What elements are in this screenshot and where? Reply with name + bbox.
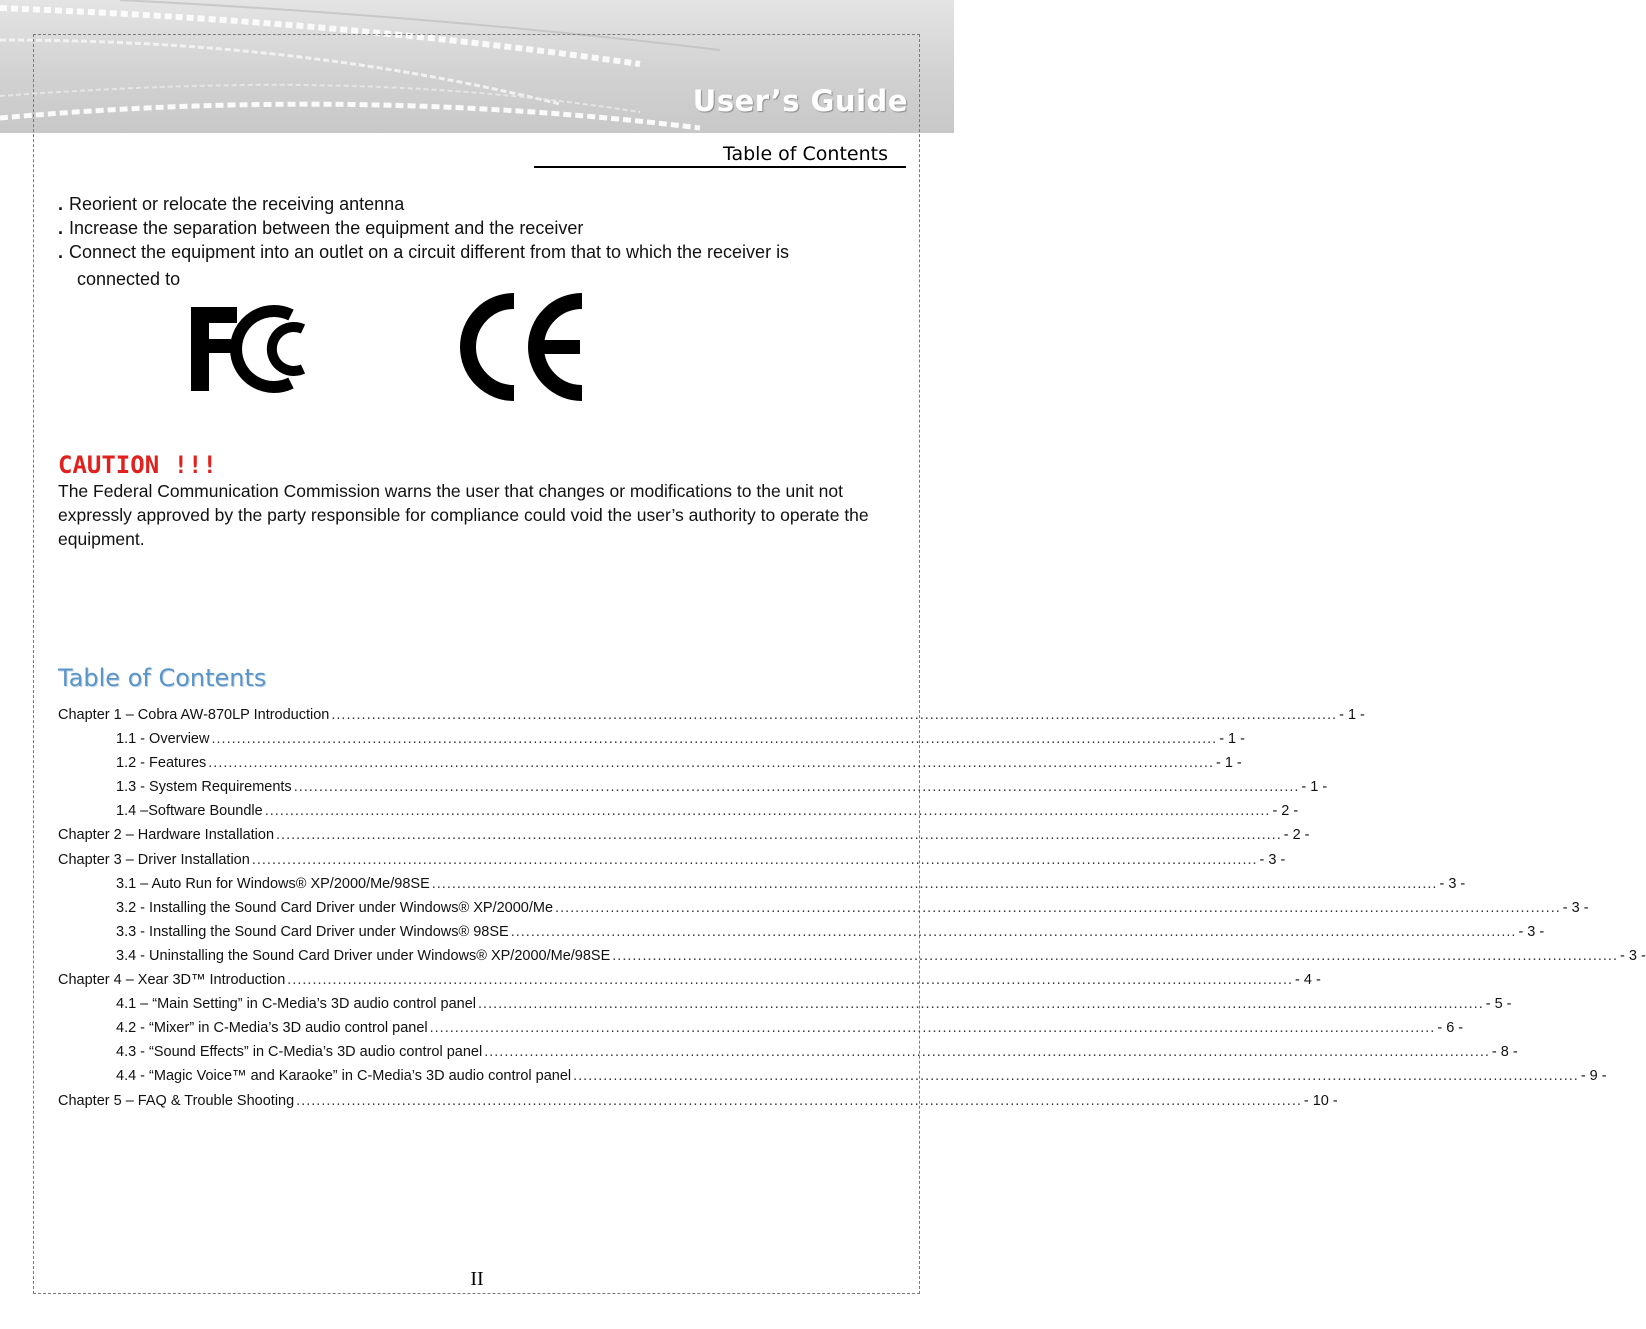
toc-entry-page: - 1 - bbox=[1215, 755, 1242, 772]
toc-leader-dots: ........................................................................................................................................................................................................ bbox=[287, 972, 1294, 989]
toc-entry-title: 3.2 - Installing the Sound Card Driver under Windows® XP/2000/Me bbox=[116, 899, 554, 916]
toc-entry-title: 4.3 - “Sound Effects” in C-Media’s 3D audio control panel bbox=[116, 1044, 483, 1061]
toc-entry[interactable] bbox=[58, 1020, 1464, 1044]
toc-entry-page: - 3 - bbox=[1259, 851, 1286, 868]
toc-entry-title: Chapter 3 – Driver Installation bbox=[58, 851, 250, 868]
toc-entry-title: 4.2 - “Mixer” in C-Media’s 3D audio control panel bbox=[116, 1020, 428, 1037]
toc-entry-page: - 3 - bbox=[1518, 923, 1545, 940]
toc-entry[interactable] bbox=[58, 707, 1365, 731]
toc-leader-dots: ........................................................................................................................................................................................................ bbox=[555, 899, 1561, 916]
toc-entry-page: - 1 - bbox=[1219, 731, 1245, 748]
toc-entry[interactable] bbox=[58, 755, 1242, 779]
banner-title: User’s Guide bbox=[692, 84, 908, 118]
toc-leader-dots: ........................................................................................................................................................................................................ bbox=[510, 923, 1517, 940]
toc-entry-title: Chapter 2 – Hardware Installation bbox=[58, 827, 275, 844]
interference-measures-list bbox=[58, 192, 898, 291]
page-number: II bbox=[470, 1268, 484, 1290]
toc-entry-page: - 1 - bbox=[1301, 779, 1328, 796]
toc-entry-page: - 8 - bbox=[1491, 1044, 1518, 1061]
toc-entry-title: 4.4 - “Magic Voice™ and Karaoke” in C-Media’s 3D audio control panel bbox=[116, 1068, 572, 1085]
toc-entry[interactable] bbox=[58, 972, 1321, 996]
bullet-marker: . bbox=[58, 218, 64, 238]
toc-entry-page: - 1 - bbox=[1339, 707, 1365, 723]
caution-heading: CAUTION !!! bbox=[58, 451, 217, 479]
list-item-continuation: connected to bbox=[77, 269, 181, 289]
toc-entry[interactable] bbox=[58, 1068, 1607, 1092]
toc-entry-title: 3.1 – Auto Run for Windows® XP/2000/Me/98SE bbox=[116, 875, 430, 892]
toc-leader-dots: ........................................................................................................................................................................................................ bbox=[211, 731, 1218, 748]
toc-entry[interactable] bbox=[58, 875, 1466, 900]
toc-leader-dots: ........................................................................................................................................................................................................ bbox=[251, 851, 1258, 868]
toc-entry-title: 3.3 - Installing the Sound Card Driver under Windows® 98SE bbox=[116, 923, 509, 940]
toc-leader-dots: ........................................................................................................................................................................................................ bbox=[331, 707, 1338, 723]
toc-leader-dots: ........................................................................................................................................................................................................ bbox=[612, 947, 1618, 964]
list-item-text: Increase the separation between the equipment and the receiver bbox=[69, 218, 584, 238]
table-of-contents bbox=[58, 707, 1646, 1117]
toc-entry-title: 3.4 - Uninstalling the Sound Card Driver under Windows® XP/2000/Me/98SE bbox=[116, 947, 611, 964]
toc-entry-page: - 2 - bbox=[1272, 803, 1299, 820]
toc-entry[interactable] bbox=[58, 996, 1512, 1020]
toc-entry-page: - 10 - bbox=[1303, 1092, 1338, 1109]
list-item bbox=[58, 192, 898, 216]
toc-leader-dots: ........................................................................................................................................................................................................ bbox=[429, 1020, 1436, 1037]
toc-leader-dots: ........................................................................................................................................................................................................ bbox=[276, 827, 1282, 844]
toc-leader-dots: ........................................................................................................................................................................................................ bbox=[573, 1068, 1579, 1085]
bullet-marker: . bbox=[58, 242, 64, 262]
toc-entry-title: 1.3 - System Requirements bbox=[116, 779, 292, 796]
toc-entry[interactable] bbox=[58, 827, 1310, 851]
toc-entry[interactable] bbox=[58, 899, 1589, 924]
toc-leader-dots: ........................................................................................................................................................................................................ bbox=[478, 996, 1484, 1013]
toc-leader-dots: ........................................................................................................................................................................................................ bbox=[484, 1044, 1490, 1061]
toc-entry-title: 1.1 - Overview bbox=[116, 731, 210, 748]
toc-entry-title: Chapter 5 – FAQ & Trouble Shooting bbox=[58, 1092, 295, 1109]
section-header-title: Table of Contents bbox=[534, 143, 906, 168]
toc-entry[interactable] bbox=[58, 923, 1545, 948]
toc-entry[interactable] bbox=[58, 779, 1328, 803]
toc-entry[interactable] bbox=[58, 803, 1299, 827]
list-item-text: Connect the equipment into an outlet on a circuit different from that to which the receiver is bbox=[69, 242, 790, 262]
ce-logo bbox=[454, 291, 588, 403]
list-item bbox=[58, 216, 898, 240]
toc-entry[interactable] bbox=[58, 731, 1245, 755]
toc-entry[interactable] bbox=[58, 1044, 1518, 1068]
toc-entry-title: 1.2 - Features bbox=[116, 755, 207, 772]
list-item bbox=[58, 240, 898, 291]
toc-entry-page: - 4 - bbox=[1295, 972, 1321, 989]
toc-entry[interactable] bbox=[58, 947, 1646, 972]
fcc-logo bbox=[191, 307, 327, 391]
toc-entry-title: 1.4 –Software Boundle bbox=[116, 803, 263, 820]
caution-text: The Federal Communication Commission warns the user that changes or modifications to the unit not expressly approved by the party responsible for compliance could void the user’s authority to operate the equipment. bbox=[58, 481, 869, 549]
toc-entry-page: - 3 - bbox=[1439, 875, 1466, 892]
toc-entry-page: - 5 - bbox=[1485, 996, 1512, 1013]
toc-leader-dots: ........................................................................................................................................................................................................ bbox=[208, 755, 1214, 772]
toc-leader-dots: ........................................................................................................................................................................................................ bbox=[293, 779, 1300, 796]
toc-entry-title: 4.1 – “Main Setting” in C-Media’s 3D audio control panel bbox=[116, 996, 477, 1013]
list-item-text: Reorient or relocate the receiving antenna bbox=[69, 194, 405, 214]
toc-leader-dots: ........................................................................................................................................................................................................ bbox=[296, 1092, 1302, 1109]
toc-leader-dots: ........................................................................................................................................................................................................ bbox=[431, 875, 1438, 892]
toc-heading: Table of Contents bbox=[58, 664, 267, 692]
toc-entry-page: - 9 - bbox=[1580, 1068, 1607, 1085]
toc-entry-page: - 6 - bbox=[1437, 1020, 1464, 1037]
toc-entry-page: - 2 - bbox=[1283, 827, 1310, 844]
toc-entry-page: - 3 - bbox=[1562, 899, 1589, 916]
toc-leader-dots: ........................................................................................................................................................................................................ bbox=[264, 803, 1271, 820]
toc-entry-title: Chapter 1 – Cobra AW-870LP Introduction bbox=[58, 707, 330, 723]
toc-entry[interactable] bbox=[58, 1092, 1338, 1117]
toc-entry-title: Chapter 4 – Xear 3D™ Introduction bbox=[58, 972, 286, 989]
bullet-marker: . bbox=[58, 194, 64, 214]
toc-entry-page: - 3 - bbox=[1620, 947, 1646, 964]
toc-entry[interactable] bbox=[58, 851, 1286, 876]
